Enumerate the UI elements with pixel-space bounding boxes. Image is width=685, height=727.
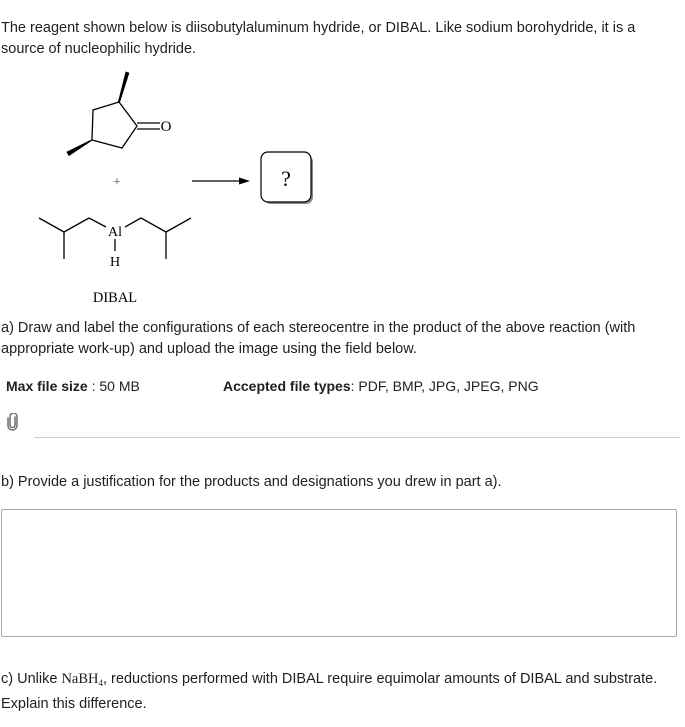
aluminum-label: Al bbox=[108, 225, 122, 240]
product-question-mark: ? bbox=[281, 166, 291, 191]
paperclip-icon[interactable] bbox=[6, 413, 20, 436]
cyclopentanone-structure bbox=[92, 102, 160, 148]
max-file-size bbox=[6, 378, 140, 394]
reaction-scheme bbox=[0, 60, 340, 310]
dibal-caption: DIBAL bbox=[92, 290, 138, 306]
upload-field-underline bbox=[34, 437, 680, 438]
wedge-bond-top bbox=[118, 72, 129, 103]
file-upload-field[interactable] bbox=[4, 405, 680, 439]
wedge-bond-bottom bbox=[66, 139, 92, 156]
accepted-file-types-label: Accepted file types bbox=[223, 378, 351, 394]
question-c-prefix: c) Unlike bbox=[1, 671, 62, 687]
accepted-file-types-value: : PDF, BMP, JPG, JPEG, PNG bbox=[350, 378, 539, 394]
question-c-suffix: , reductions performed with DIBAL require equimolar amounts of DIBAL and substrate. Explain this difference. bbox=[1, 671, 658, 712]
question-a: a) Draw and label the configurations of each stereocentre in the product of the above reaction (with appropriate work-up) and upload the image using the field below. bbox=[1, 320, 636, 357]
nabh4-formula: NaBH$_4$ bbox=[61, 671, 103, 688]
question-c bbox=[1, 669, 671, 715]
hydride-label: H bbox=[109, 255, 121, 270]
reaction-arrow-icon bbox=[192, 178, 250, 185]
question-b: b) Provide a justification for the products and designations you drew in part a). bbox=[1, 474, 502, 490]
accepted-file-types bbox=[223, 378, 539, 394]
answer-textarea-b[interactable] bbox=[1, 509, 677, 637]
max-file-size-value: : 50 MB bbox=[87, 378, 140, 394]
plus-sign: + bbox=[113, 175, 121, 190]
intro-text: The reagent shown below is diisobutylaluminum hydride, or DIBAL. Like sodium borohydride, it is a source of nucleophilic hydride. bbox=[1, 20, 636, 57]
max-file-size-label: Max file size bbox=[6, 378, 88, 394]
carbonyl-oxygen-label: O bbox=[160, 119, 172, 135]
